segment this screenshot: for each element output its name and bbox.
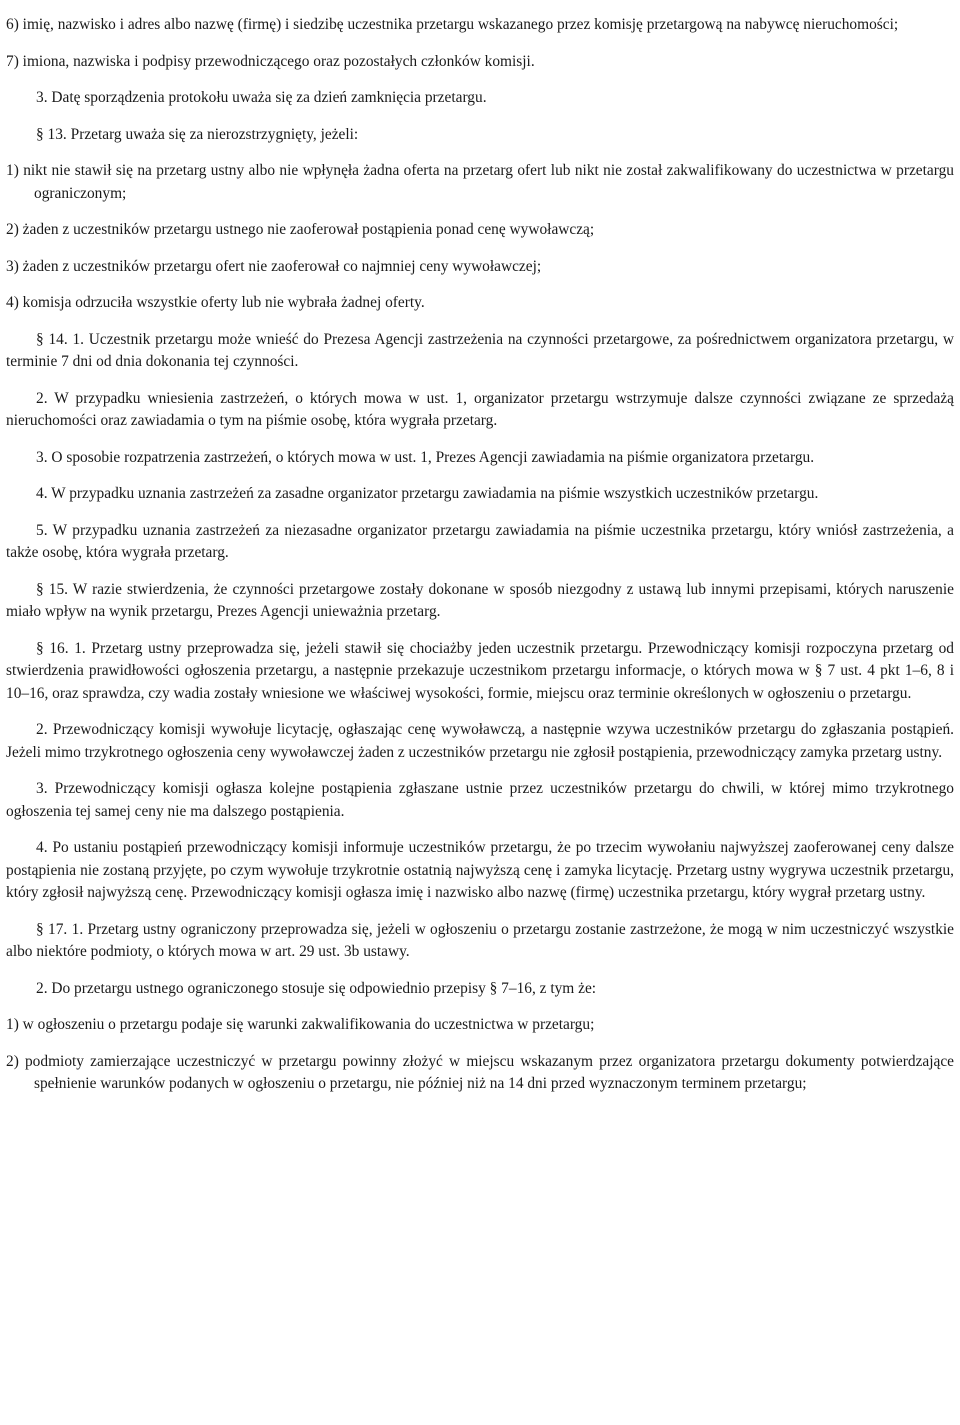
section-15: § 15. W razie stwierdzenia, że czynności przetargowe zostały dokonane w sposób niezgodny z ustawą lub innymi przepisami, których naruszenie miało wpływ na wynik przetargu, Prezes Agencji unieważnia przetarg. [6, 580, 954, 620]
section-14-para-1: § 14. 1. Uczestnik przetargu może wnieść do Prezesa Agencji zastrzeżenia na czynności przetargowe, za pośrednictwem organizatora przetargu, w terminie 7 dni od dnia dokonania tej czynności. [6, 330, 954, 370]
paragraph-12-3: 3. Datę sporządzenia protokołu uważa się za dzień zamknięcia przetargu. [36, 89, 487, 106]
section-16-para-4: 4. Po ustaniu postąpień przewodniczący komisji informuje uczestników przetargu, że po trzecim wywołaniu najwyższej zaoferowanej ceny dalsze postąpienia nie zostaną przyjęte, po czym wywołuje trzykrotnie ostatnią najwyższą cenę i zamyka licytację. Przetarg ustny wygrywa uczestnik przetargu, który zgłosił najwyższą cenę. Przewodniczący komisji ogłasza imię i nazwisko albo nazwę (firmę) uczestnika przetargu, który wygrał przetarg ustny. [6, 839, 954, 901]
section-16-para-2: 2. Przewodniczący komisji wywołuje licytację, ogłaszając cenę wywoławczą, a następnie wzywa uczestników przetargu do zgłaszania postąpień. Jeżeli mimo trzykrotnego ogłoszenia ceny wywoławczej żaden z uczestników przetargu nie zgłosił postąpienia, przewodniczący zamyka przetarg ustny. [6, 721, 954, 761]
section-17-para-1: § 17. 1. Przetarg ustny ograniczony przeprowadza się, jeżeli w ogłoszeniu o przetargu zostanie zastrzeżone, że mogą w nim uczestniczyć wszystkie albo niektóre podmioty, o których mowa w art. 29 ust. 3b ustawy. [6, 920, 954, 960]
section-17-para-2: 2. Do przetargu ustnego ograniczonego stosuje się odpowiednio przepisy § 7–16, z tym że: [36, 979, 597, 997]
section-13-point-2: 2) żaden z uczestników przetargu ustnego nie zaoferował postąpienia ponad cenę wywoławczą; [6, 221, 595, 238]
section-13-heading: § 13. Przetarg uważa się za nierozstrzygnięty, jeżeli: [36, 125, 359, 143]
section-17-point-2: 2) podmioty zamierzające uczestniczyć w przetargu powinny złożyć w miejscu wskazanym przez organizatora przetargu dokumenty potwierdzające spełnienie warunków podanych w ogłoszeniu o przetargu, nie później niż na 14 dni przed wyznaczonym terminem przetargu; [6, 1052, 954, 1092]
list-item-6: 6) imię, nazwisko i adres albo nazwę (firmę) i siedzibę uczestnika przetargu wskazanego przez komisję przetargową na nabywcę nieruchomości; [6, 16, 899, 33]
section-13-point-3: 3) żaden z uczestników przetargu ofert nie zaoferował co najmniej ceny wywoławczej; [6, 257, 542, 275]
section-14-para-5: 5. W przypadku uznania zastrzeżeń za niezasadne organizator przetargu zawiadamia na piśmie uczestnika przetargu, który wniósł zastrzeżenia, a także osobę, która wygrała przetarg. [6, 521, 954, 561]
section-14-para-4: 4. W przypadku uznania zastrzeżeń za zasadne organizator przetargu zawiadamia na piśmie wszystkich uczestników przetargu. [36, 485, 819, 502]
section-16-para-1: § 16. 1. Przetarg ustny przeprowadza się, jeżeli stawił się chociażby jeden uczestnik przetargu. Przewodniczący komisji rozpoczyna przetarg od stwierdzenia prawidłowości ogłoszenia przetargu, a następnie przekazuje uczestnikom przetargu informacje, o których mowa w § 7 ust. 4 pkt 1–6, 8 i 10–16, oraz sprawdza, czy wadia zostały wniesione we właściwej wysokości, formie, miejscu oraz terminie określonych w ogłoszeniu o przetargu. [6, 639, 954, 702]
list-item-7: 7) imiona, nazwiska i podpisy przewodniczącego oraz pozostałych członków komisji. [6, 52, 535, 70]
section-13-point-4: 4) komisja odrzuciła wszystkie oferty lub nie wybrała żadnej oferty. [6, 294, 425, 311]
section-14-para-3: 3. O sposobie rozpatrzenia zastrzeżeń, o których mowa w ust. 1, Prezes Agencji zawiadamia na piśmie organizatora przetargu. [36, 448, 815, 466]
section-14-para-2: 2. W przypadku wniesienia zastrzeżeń, o których mowa w ust. 1, organizator przetargu wstrzymuje dalsze czynności związane ze sprzedażą nieruchomości oraz zawiadamia o tym na piśmie osobę, która wygrała przetarg. [6, 389, 954, 429]
section-13-point-1: 1) nikt nie stawił się na przetarg ustny albo nie wpłynęła żadna oferta na przetarg ofert lub nikt nie został zakwalifikowany do uczestnictwa w przetargu ograniczonym; [6, 162, 954, 202]
section-17-point-1: 1) w ogłoszeniu o przetargu podaje się warunki zakwalifikowania do uczestnictwa w przetargu; [6, 1016, 595, 1033]
section-16-para-3: 3. Przewodniczący komisji ogłasza kolejne postąpienia zgłaszane ustnie przez uczestników przetargu do chwili, w której mimo trzykrotnego ogłoszenia tej samej ceny nie ma dalszego postąpienia. [6, 780, 954, 820]
